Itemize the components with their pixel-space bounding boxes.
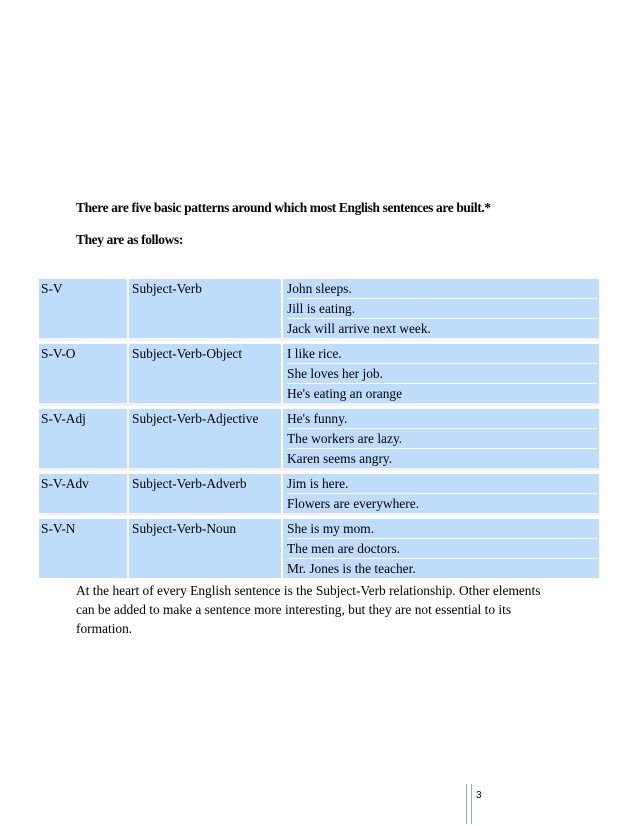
sentence-patterns-table (39, 279, 599, 578)
table-row (39, 474, 599, 516)
example-sentence: Flowers are everywhere. (287, 496, 419, 511)
pattern-code: S-V-Adj (39, 409, 127, 468)
example-sentence: Jim is here. (287, 474, 597, 494)
pattern-examples (283, 474, 599, 513)
table-row (39, 279, 599, 341)
pattern-name: Subject-Verb-Adverb (129, 474, 281, 513)
page-number-rule (466, 784, 472, 824)
example-sentence: Mr. Jones is the teacher. (287, 561, 416, 576)
table-row (39, 519, 599, 578)
pattern-examples (283, 519, 599, 578)
pattern-code: S-V-N (39, 519, 127, 578)
conclusion-paragraph: At the heart of every English sentence is the Subject-Verb relationship. Other elements can be added to make a sentence more interesting, but they are not essential to its formation. (76, 583, 541, 636)
page-number: 3 (476, 790, 482, 801)
example-sentence: He's eating an orange (287, 386, 403, 401)
pattern-code: S-V-O (39, 344, 127, 403)
pattern-name: Subject-Verb-Adjective (129, 409, 281, 468)
example-sentence: He's funny. (287, 409, 597, 429)
pattern-examples (283, 409, 599, 468)
example-sentence: Jill is eating. (287, 299, 597, 319)
intro-sentence: There are five basic patterns around which most English sentences are built.* (76, 200, 491, 215)
pattern-name: Subject-Verb (129, 279, 281, 338)
pattern-examples (283, 344, 599, 403)
pattern-code: S-V-Adv (39, 474, 127, 513)
example-sentence: John sleeps. (287, 279, 597, 299)
pattern-name: Subject-Verb-Object (129, 344, 281, 403)
example-sentence: She loves her job. (287, 364, 597, 384)
table-row (39, 409, 599, 471)
example-sentence: I like rice. (287, 344, 597, 364)
pattern-name: Subject-Verb-Noun (129, 519, 281, 578)
pattern-code: S-V (39, 279, 127, 338)
table-row (39, 344, 599, 406)
example-sentence: Karen seems angry. (287, 451, 393, 466)
pattern-examples (283, 279, 599, 338)
example-sentence: The workers are lazy. (287, 429, 597, 449)
example-sentence: Jack will arrive next week. (287, 321, 431, 336)
example-sentence: The men are doctors. (287, 539, 597, 559)
intro-follows-line: They are as follows: (76, 232, 183, 247)
example-sentence: She is my mom. (287, 519, 597, 539)
